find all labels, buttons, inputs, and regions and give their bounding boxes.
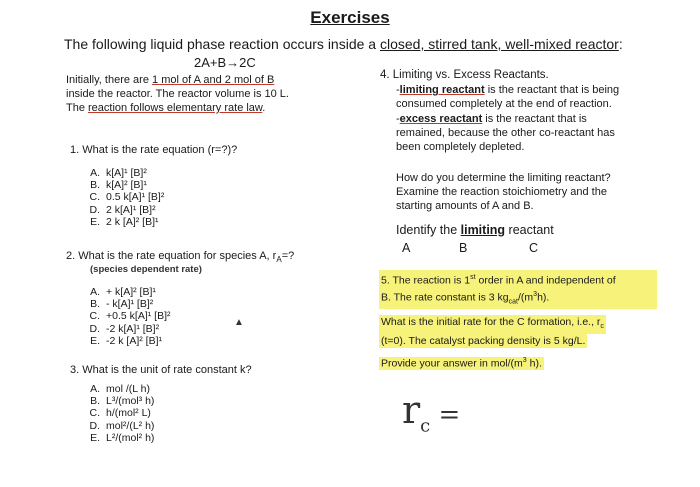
choice-b[interactable]: B [459,241,468,255]
identify-limiting-prompt: Identify the limiting reactant [396,223,554,237]
intro-text: The following liquid phase reaction occurs inside a closed, stirred tank, well-mixed reactor: [64,36,623,52]
choice-c[interactable]: C [529,241,539,255]
question-2-note: (species dependent rate) [90,264,202,275]
question-3: 3. What is the unit of rate constant k? [70,364,252,376]
question-5-units: Provide your answer in mol/($m^3$ h). [381,357,542,370]
option-row: D. mol²/(L² h) [89,419,155,432]
option-row: D. -2 k[A]¹ [B]² [89,322,160,335]
handwritten-answer: $r_c$ = [402,388,461,437]
option-row: C. h/(mol² L) [89,407,151,420]
option-row: E. -2 k [A]² [B]¹ [90,334,163,347]
choice-a[interactable]: A [402,241,411,255]
limiting-definition: -limiting reactant is the reactant that is being consumed completely at the end of reaction. [396,84,620,110]
mouse-cursor-icon: ▲ [234,317,244,328]
option-row: B. L³/(mol³ h) [90,395,155,408]
option-row: E. L²/(mol² h) [90,431,155,444]
option-row: B. - k[A]¹ [B]² [90,298,154,311]
question-1: 1. What is the rate equation (r=?)? [70,144,238,156]
option-row: C. +0.5 k[A]¹ [B]² [89,310,171,323]
question-4-title: 4. Limiting vs. Excess Reactants. [380,69,549,81]
option-row: A. + k[A]² [B]¹ [90,286,156,298]
question-2-options [86,286,170,347]
option-row: A. mol /(L h) [90,383,150,395]
question-5-statement: 5. The reaction is 1st order in A and independent of B. The rate constant is 3 $kg_{cat}/(m^3h)$. [379,270,657,309]
option-row: C. 0.5 k[A]¹ [B]² [89,191,165,204]
initial-conditions: Initially, there are 1 mol of A and 2 mol of B inside the reactor. The reactor volume is 10 L. The reaction follows elementary rate law. [66,74,289,114]
question-3-options [86,383,154,444]
determine-limiting-text: How do you determine the limiting reactant? Examine the reaction stoichiometry and the starting amounts of A and B. [396,172,611,212]
question-1-options [86,167,164,228]
reaction-equation: 2A+B→2C [194,55,256,70]
page-title: Exercises [310,8,390,27]
option-row: D. 2 k[A]¹ [B]² [89,203,156,216]
option-row: E. 2 k [A]² [B]¹ [90,215,159,228]
option-row: B. k[A]² [B]¹ [90,179,147,192]
question-5-prompt: What is the initial rate for the C formation, i.e., $r_c$ (t=0). The catalyst packing density is 5 kg/L. [381,316,604,348]
option-row: A. k[A]¹ [B]² [90,167,147,179]
excess-definition: -excess reactant is the reactant that is remained, because the other co-reactant has been completely depleted. [396,113,615,153]
question-2: 2. What is the rate equation for species A, $r_A=$? [66,250,295,265]
